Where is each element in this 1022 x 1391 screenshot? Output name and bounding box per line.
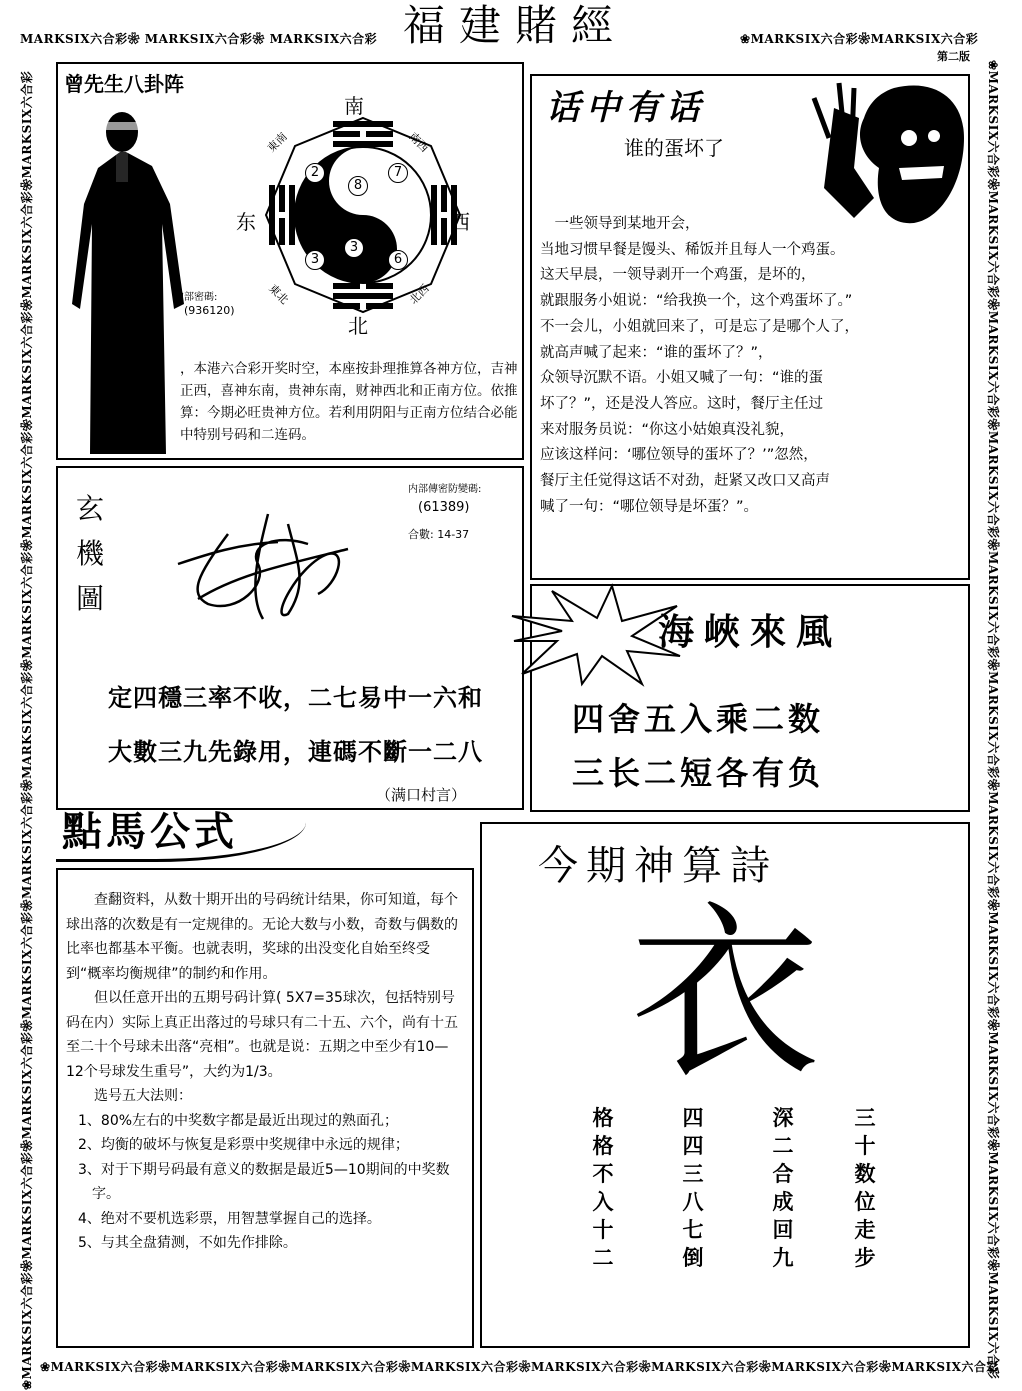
border-text: MARKSIX六合彩: [290, 1360, 399, 1374]
bagua-compass-icon: [258, 110, 468, 320]
starburst-icon: [512, 586, 682, 686]
man-figure-icon: [62, 104, 192, 454]
bagua-number: 3: [344, 238, 364, 258]
border-strip-top-left: MARKSIX六合彩❀ MARKSIX六合彩❀ MARKSIX六合彩: [20, 32, 378, 46]
border-text: MARKSIX六合彩: [410, 1360, 519, 1374]
border-text: MARKSIX六合彩: [20, 70, 34, 179]
dir-west: 西: [450, 210, 470, 234]
joke-text: [540, 212, 968, 520]
bagua-number: 6: [388, 250, 408, 270]
poem-char-item: 位: [854, 1189, 876, 1214]
border-text: MARKSIX六合彩: [986, 791, 1000, 899]
joke-line: 喊了一句：“哪位领导是坏蛋？”。: [540, 498, 759, 515]
border-text: MARKSIX六合彩: [20, 551, 34, 659]
border-strip-bottom: ❀MARKSIX六合彩❀MARKSIX六合彩❀MARKSIX六合彩❀MARKSIX六合彩❀MARKSIX六合彩❀MARKSIX六合彩❀MARKSIX六合彩❀MARKSIX六合彩: [40, 1360, 999, 1374]
poem-char-item: 数: [854, 1161, 876, 1186]
joke-panel: [530, 74, 970, 580]
formula-rule: 5、与其全盘猜测，不如先作排除。: [78, 1235, 297, 1251]
poem-char-item: 四: [682, 1133, 704, 1158]
poem-char-item: 九: [772, 1245, 794, 1270]
xuanji-code-label: 内部傳密防變碼:: [408, 484, 482, 495]
border-text: MARKSIX六合彩: [20, 1031, 34, 1140]
formula-paragraph: 但以任意开出的五期号码计算( 5X7=35球次，包括特别号码在内）实际上真正出落过的号球只有二十五、六个，尚有十五至二十个号球未出落“亮相”。也就是说：五期之中至少有10—12个号球发生重号”，大约为1/3。: [66, 990, 458, 1080]
border-strip-left: ❀MARKSIX六合彩❀MARKSIX六合彩❀MARKSIX六合彩❀MARKSIX六合彩❀MARKSIX六合彩❀MARKSIX六合彩❀MARKSIX六合彩❀MARKSIX六合彩❀MARKSIX六合彩❀MARKSIX六合彩❀MARKSIX六合彩: [20, 70, 34, 1390]
wind-line-2: 三长二短各有负: [572, 754, 825, 792]
poem-char-item: 三: [682, 1161, 704, 1186]
border-text: MARKSIX六合彩: [986, 1271, 1000, 1380]
xuanji-title-char: 玄: [75, 492, 104, 525]
border-text: MARKSIX六合彩: [144, 32, 253, 46]
poem-char-item: 十: [592, 1217, 614, 1242]
poem-char-item: 走: [854, 1217, 876, 1242]
border-text: MARKSIX六合彩: [651, 1360, 759, 1374]
border-text: MARKSIX六合彩: [891, 1360, 999, 1374]
poem-char-item: 格: [592, 1105, 614, 1130]
border-text: MARKSIX六合彩: [870, 32, 979, 46]
xuanji-title-char: 圖: [75, 582, 104, 615]
border-text: MARKSIX六合彩: [20, 911, 34, 1020]
poem-char-item: 合: [772, 1161, 794, 1186]
formula-rule: 2、均衡的破坏与恢复是彩票中奖规律中永远的规律；: [78, 1137, 409, 1153]
poem-column: [848, 1104, 882, 1272]
border-text: MARKSIX六合彩: [986, 1031, 1000, 1140]
border-text: MARKSIX六合彩: [269, 32, 378, 46]
xuanji-code: (61389): [418, 500, 470, 515]
xuanji-line-1: 定四穩三率不收，二七易中一六和: [108, 684, 483, 712]
formula-text: [66, 888, 464, 1256]
joke-line: 坏了？”，还是没人答应。这时，餐厅主任过: [540, 395, 824, 412]
joke-line: 餐厅主任觉得这话不对劲，赶紧又改口又高声: [540, 473, 830, 490]
formula-rule: 1、80%左右的中奖数字都是最近出现过的熟面孔；: [78, 1112, 399, 1129]
border-text: MARKSIX六合彩: [986, 70, 1000, 179]
joke-line: 来对服务员说：“你这小姑娘真没礼貌，: [540, 421, 795, 438]
wind-title: 海峽來風: [658, 612, 843, 653]
xuanji-line-2: 大數三九先錄用，連碼不斷一二八: [108, 738, 483, 766]
poem-char-item: 深: [772, 1105, 794, 1130]
joke-subtitle: 谁的蛋坏了: [624, 136, 724, 160]
formula-paragraph: 查翻资料，从数十期开出的号码统计结果，你可知道，每个球出落的次数是有一定规律的。无论大数与小数，奇数与偶数的比率也都基本平衡。也就表明，奖球的出没变化自始至终受到“概率均衡规律”的制约和作用。: [66, 892, 458, 982]
poem-char-item: 回: [772, 1217, 794, 1242]
formula-rule: 3、对于下期号码最有意义的数据是最近5—10期间的中奖数字。: [78, 1161, 450, 1202]
bagua-text: ，本港六合彩开奖时空，本座按卦理推算各神方位，吉神正西，喜神东南，贵神东南，财神西北和正南方位。依推算：今期必旺贵神方位。若利用阴阳与正南方位结合必能中特别号码和二连码。: [180, 361, 518, 443]
border-text: MARKSIX六合彩: [986, 430, 1000, 539]
poem-title: 今期神算詩: [538, 843, 778, 889]
dir-southwest: 南西: [406, 129, 432, 155]
zombie-illustration-icon: [794, 78, 970, 228]
dir-south: 南: [344, 94, 364, 118]
bagua-number: 2: [305, 163, 325, 183]
joke-line: 当地习惯早餐是馒头、稀饭并且每人一个鸡蛋。: [540, 241, 845, 258]
poem-column: [676, 1104, 710, 1272]
border-text: MARKSIX六合彩: [986, 551, 1000, 659]
dir-east: 东: [236, 210, 256, 234]
poem-char-item: 二: [592, 1245, 614, 1270]
border-text: MARKSIX六合彩: [986, 911, 1000, 1019]
border-text: MARKSIX六合彩: [20, 310, 34, 419]
poem-char-item: 入: [592, 1189, 614, 1214]
joke-line: 不一会儿，小姐就回来了，可是忘了是哪个人了，: [540, 318, 859, 335]
formula-paragraph: 选号五大法则：: [66, 1088, 192, 1104]
border-text: MARKSIX六合彩: [20, 431, 34, 539]
dir-north: 北: [348, 314, 368, 338]
poem-column: [586, 1104, 620, 1272]
bagua-number: 8: [348, 176, 368, 196]
poem-character: 衣: [630, 884, 821, 1105]
border-text: MARKSIX六合彩: [986, 1151, 1000, 1260]
joke-line: 这天早晨，一领导剥开一个鸡蛋，是坏的，: [540, 267, 816, 284]
poem-char-item: 八: [682, 1189, 704, 1214]
border-strip-right: ❀MARKSIX六合彩❀MARKSIX六合彩❀MARKSIX六合彩❀MARKSIX六合彩❀MARKSIX六合彩❀MARKSIX六合彩❀MARKSIX六合彩❀MARKSIX六合彩❀MARKSIX六合彩❀MARKSIX六合彩❀MARKSIX六合彩: [986, 60, 1000, 1380]
joke-line: 就跟服务小姐说：“给我换一个，这个鸡蛋坏了。”: [540, 293, 853, 310]
joke-line: 应该这样问：‘哪位领导的蛋坏了？’”忽然，: [540, 447, 818, 464]
wind-line-1: 四舍五入乘二数: [572, 700, 825, 738]
border-text: MARKSIX六合彩: [20, 1271, 34, 1380]
xuanji-title-char: 機: [75, 537, 104, 570]
border-text: MARKSIX六合彩: [986, 190, 1000, 299]
formula-panel: [56, 868, 474, 1348]
xuanji-title: [70, 486, 110, 621]
wind-panel: [530, 584, 970, 812]
page-title: 福建賭經: [402, 1, 627, 50]
joke-line: 就高声喊了起来：“谁的蛋坏了？”，: [540, 344, 773, 361]
joke-title: 话中有话: [546, 88, 706, 128]
dir-southeast: 東南: [264, 129, 290, 155]
border-text: MARKSIX六合彩: [986, 310, 1000, 419]
border-text: MARKSIX六合彩: [986, 671, 1000, 779]
poem-char-item: 步: [854, 1245, 876, 1270]
border-text: MARKSIX六合彩: [771, 1360, 879, 1374]
dir-northwest: 北西: [406, 281, 432, 307]
mystery-scribble-icon: [168, 504, 358, 624]
border-text: MARKSIX六合彩: [20, 671, 34, 779]
border-strip-top-right: ❀MARKSIX六合彩❀MARKSIX六合彩: [740, 32, 979, 46]
formula-rule: 4、绝对不要机选彩票，用智慧掌握自己的选择。: [78, 1210, 381, 1227]
bagua-code: (936120): [184, 304, 235, 317]
bagua-title: 曾先生八卦阵: [64, 72, 184, 96]
poem-char-item: 倒: [682, 1245, 704, 1270]
poem-char-item: 七: [682, 1217, 704, 1242]
edition-label: 第二版: [937, 50, 970, 63]
poem-char-item: 成: [772, 1189, 794, 1214]
bagua-panel: [56, 62, 524, 460]
border-text: MARKSIX六合彩: [170, 1360, 279, 1374]
poem-char-item: 三: [854, 1105, 876, 1130]
border-text: MARKSIX六合彩: [531, 1360, 639, 1374]
poem-char-item: 四: [682, 1105, 704, 1130]
poem-char-item: 不: [592, 1161, 614, 1186]
bagua-code-label: 内部密碼:: [174, 292, 218, 303]
xuanji-panel: [56, 466, 524, 810]
dir-northeast: 東北: [266, 281, 292, 307]
joke-line: 众领导沉默不语。小姐又喊了一句：“谁的蛋: [540, 370, 824, 387]
xuanji-source: （满口村言）: [376, 786, 467, 804]
border-text: MARKSIX六合彩: [50, 1360, 159, 1374]
poem-panel: [480, 822, 970, 1348]
xuanji-sum: 合數: 14-37: [408, 528, 470, 541]
bagua-number: 7: [388, 163, 408, 183]
border-text: MARKSIX六合彩: [20, 1151, 34, 1260]
border-text: MARKSIX六合彩: [20, 791, 34, 899]
border-text: MARKSIX六合彩: [750, 32, 859, 46]
formula-title: 點馬公式: [62, 809, 238, 855]
poem-column: [766, 1104, 800, 1272]
border-text: MARKSIX六合彩: [20, 190, 34, 299]
border-text: MARKSIX六合彩: [20, 32, 128, 46]
joke-line: 一些领导到某地开会，: [540, 216, 700, 232]
poem-char-item: 二: [772, 1133, 794, 1158]
poem-char-item: 格: [592, 1133, 614, 1158]
poem-char-item: 十: [854, 1133, 876, 1158]
bagua-number: 3: [305, 250, 325, 270]
